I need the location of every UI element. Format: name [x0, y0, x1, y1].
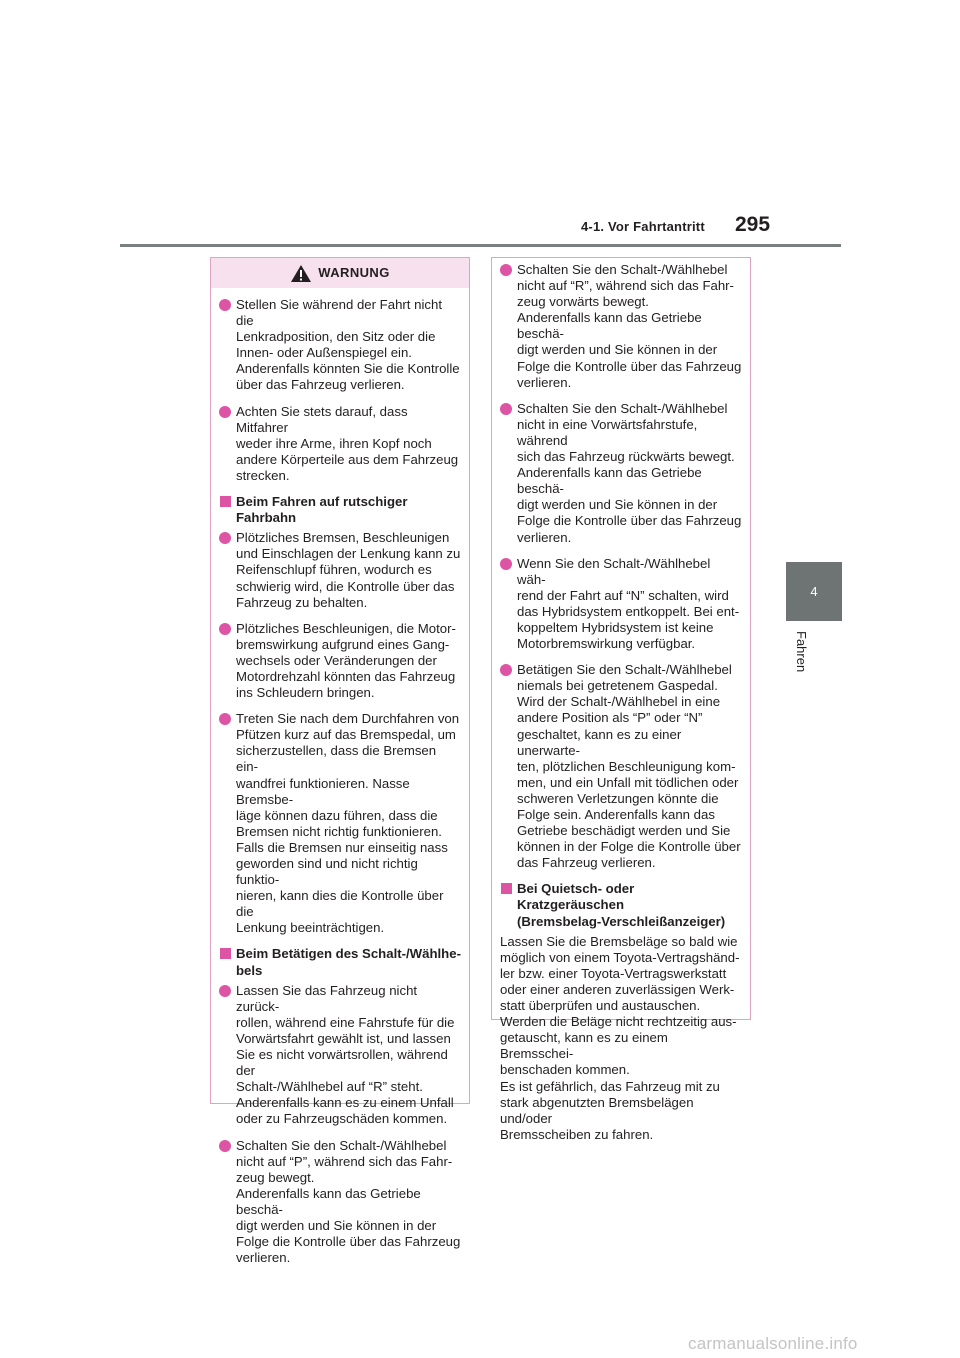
header-rule: [120, 244, 841, 247]
bullet-dot-icon: [219, 532, 231, 544]
bullet-dot-icon: [219, 299, 231, 311]
list-item-text: Treten Sie nach dem Durchfahren von Pfützen kurz auf das Bremspedal, um sicherzustellen, dass die Bremsen ein- wandfrei funktionieren. Nasse Bremsbe- läge können dazu führen, dass die Bremsen nicht richtig funktionieren. Falls die Bremsen nur einseitig nass geworden sind und nicht richtig funktio- nieren, kann dies die Kontrolle über die Lenkung beeinträchtigen.: [236, 711, 460, 936]
list-item-text: Plötzliches Beschleunigen, die Motor- bremswirkung aufgrund eines Gang- wechsels oder Veränderungen der Motordrehzahl könnten das Fahrzeug ins Schleudern bringen.: [236, 620, 456, 701]
list-item-text: Betätigen Sie den Schalt-/Wählhebel niemals bei getretenem Gaspedal. Wird der Schalt-/Wählhebel in eine andere Position als “P” oder “N” geschaltet, kann es zu einer unerwarte- ten, plötzlichen Beschleunigung kom- men, und ein Unfall mit tödlichen oder schweren Verletzungen könnte die Folge sein. Anderenfalls kann das Getriebe beschädigt werden und Sie können in der Folge die Kontrolle über das Fahrzeug verlieren.: [517, 662, 741, 871]
footer-watermark[interactable]: carmanualsonline.info: [688, 1334, 858, 1353]
subheading: [219, 946, 461, 978]
warning-box-left: [210, 257, 470, 1266]
subheading-text: Beim Fahren auf rutschiger Fahrbahn: [236, 494, 408, 526]
bullet-square-icon: [220, 948, 231, 959]
list-item: [500, 262, 742, 391]
paragraph: Lassen Sie die Bremsbeläge so bald wie möglich von einem Toyota-Vertragshänd- ler bzw. einer Toyota-Vertragswerkstatt oder einer anderen zuverlässigen Werk- statt überprüfen und austauschen. Werden die Beläge nicht rechtzeitig aus- getauscht, kann es zu einem Bremsschei- benschaden kommen. Es ist gefährlich, das Fahrzeug mit zu stark abgenutzten Bremsbelägen und/oder Bremsscheiben zu fahren.: [500, 933, 740, 1142]
subheading-text: Bei Quietsch- oder Kratzgeräuschen (Bremsbelag-Verschleißanzeiger): [517, 881, 726, 929]
list-item: [219, 404, 461, 484]
warning-title: WARNUNG: [318, 264, 390, 280]
list-item: [219, 711, 461, 936]
list-item-text: Schalten Sie den Schalt-/Wählhebel nicht auf “P”, während sich das Fahr- zeug bewegt. Anderenfalls kann das Getriebe beschä- digt werden und Sie können in der Folge die Kontrolle über das Fahrzeug verlieren.: [236, 1137, 461, 1266]
bullet-dot-icon: [219, 406, 231, 418]
bullet-dot-icon: [500, 403, 512, 415]
list-item-text: Lassen Sie das Fahrzeug nicht zurück- rollen, während eine Fahrstufe für die Vorwärtsfahrt gewählt ist, und lassen Sie es nicht vorwärtsrollen, während der Schalt-/Wählhebel auf “R” steht. Anderenfalls kann es zu einem Unfall oder zu Fahrzeugschäden kommen.: [236, 982, 455, 1127]
bullet-dot-icon: [500, 664, 512, 676]
list-item: [219, 297, 461, 394]
list-item: [219, 621, 461, 701]
list-item: [500, 401, 742, 546]
list-item-text: Stellen Sie während der Fahrt nicht die Lenkradposition, den Sitz oder die Innen- oder Außenspiegel ein. Anderenfalls könnten Sie die Kontrolle über das Fahrzeug verlieren.: [236, 297, 460, 393]
subheading-text: Beim Betätigen des Schalt-/Wählhe- bels: [236, 946, 461, 978]
list-item-text: Plötzliches Bremsen, Beschleunigen und Einschlagen der Lenkung kann zu Reifenschlupf führen, wodurch es schwierig wird, die Kontrolle über das Fahrzeug zu behalten.: [236, 530, 461, 610]
bullet-dot-icon: [219, 1140, 231, 1152]
chapter-tab[interactable]: 4: [786, 562, 842, 621]
list-item-text: Achten Sie stets darauf, dass Mitfahrer weder ihre Arme, ihren Kopf noch andere Körperteile aus dem Fahrzeug strecken.: [236, 403, 459, 483]
warning-header: [211, 258, 469, 288]
list-item: [500, 662, 742, 871]
list-item-text: Schalten Sie den Schalt-/Wählhebel nicht in eine Vorwärtsfahrstufe, während sich das Fahrzeug rückwärts bewegt. Anderenfalls kann das Getriebe beschä- digt werden und Sie können in der Folge die Kontrolle über das Fahrzeug verlieren.: [517, 400, 742, 545]
bullet-dot-icon: [219, 985, 231, 997]
chapter-label: Fahren: [794, 631, 809, 673]
page-number: 295: [735, 213, 771, 236]
warning-triangle-icon: [290, 264, 312, 283]
list-item: [500, 556, 742, 653]
subheading: [219, 494, 461, 526]
bullet-dot-icon: [500, 558, 512, 570]
warning-box-right: [491, 257, 751, 1142]
list-item-text: Wenn Sie den Schalt-/Wählhebel wäh- rend der Fahrt auf “N” schalten, wird das Hybridsystem entkoppelt. Bei ent- koppeltem Hybridsystem ist keine Motorbremswirkung verfügbar.: [517, 555, 740, 652]
bullet-square-icon: [501, 883, 512, 894]
list-item: [219, 1138, 461, 1267]
list-item-text: Schalten Sie den Schalt-/Wählhebel nicht auf “R”, während sich das Fahr- zeug vorwärts bewegt. Anderenfalls kann das Getriebe beschä- digt werden und Sie können in der Folge die Kontrolle über das Fahrzeug verlieren.: [517, 262, 742, 390]
subheading: [500, 881, 742, 929]
list-item: [219, 983, 461, 1128]
bullet-dot-icon: [219, 623, 231, 635]
section-title: 4-1. Vor Fahrtantritt: [581, 219, 705, 234]
list-item: [219, 530, 461, 610]
bullet-dot-icon: [500, 264, 512, 276]
bullet-dot-icon: [219, 713, 231, 725]
bullet-square-icon: [220, 496, 231, 507]
